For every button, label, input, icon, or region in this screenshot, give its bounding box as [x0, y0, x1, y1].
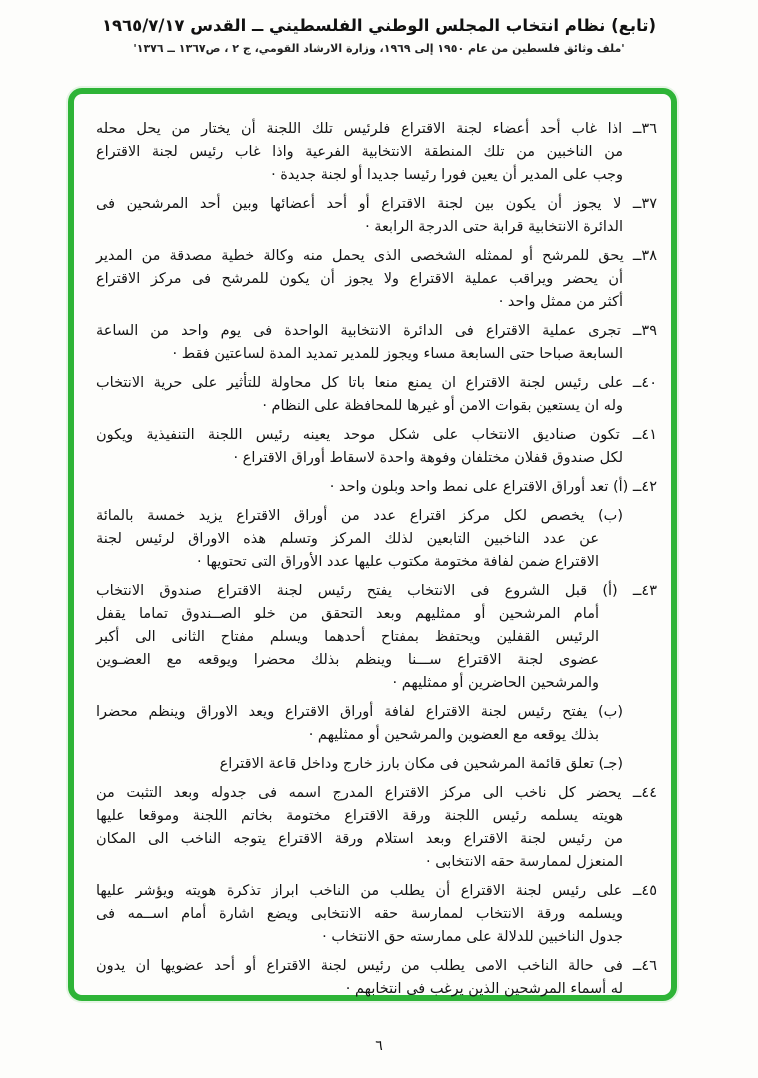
- regulation-paragraph: [96, 118, 657, 187]
- regulation-line: ٣٩ــ تجرى عملية الاقتراع فى الدائرة الانتخابية الواحدة فى يوم واحد من الساعة: [96, 323, 657, 339]
- regulation-paragraph: [96, 193, 657, 239]
- regulation-line: ويسلمه ورقة الانتخاب لممارسة حقه الانتخابى ويضع اشارة أمام اســمه فى: [96, 906, 623, 922]
- regulation-item: [96, 193, 657, 239]
- regulation-line: المنعزل لممارسة حقه الانتخابى ·: [426, 854, 623, 870]
- regulation-paragraph: [96, 245, 657, 314]
- regulation-line: الاقتراع ضمن لفافة مختومة مكتوب عليها عدد الأوراق التى تحتويها ·: [197, 554, 599, 570]
- regulation-item: [96, 476, 657, 574]
- regulation-line: الدائرة الانتخابية قرابة حتى الدرجة الرابعة ·: [365, 219, 623, 235]
- regulation-line: لكل صندوق قفلان مختلفان وفوهة واحدة لاسقاط أوراق الاقتراع ·: [233, 450, 623, 466]
- regulation-item: [96, 372, 657, 418]
- regulation-line: ٣٨ــ يحق للمرشح أو لممثله الشخصى الذى يحمل منه وكالة خطية مصدقة من المدير: [96, 248, 657, 264]
- regulation-line: أمام المرشحين أو ممثليهم وبعد التحقق من خلو الصــندوق تماما يقفل: [96, 606, 599, 622]
- regulation-line: (ب) يفتح رئيس لجنة الاقتراع لفافة أوراق الاقتراع ويعد الاوراق وينظم محضرا: [96, 704, 623, 720]
- regulation-line: هويته يسلمه رئيس اللجنة ورقة الاقتراع مختومة بخاتم اللجنة وموقعا عليها: [96, 808, 623, 824]
- regulation-line: ٤٠ــ على رئيس لجنة الاقتراع ان يمنع منعا باتا كل محاولة للتأثير على حرية الانتخاب: [96, 375, 657, 391]
- regulation-paragraph: [96, 320, 657, 366]
- regulation-paragraph: [96, 880, 657, 949]
- page-header: [0, 16, 758, 55]
- regulation-line: بذلك يوقعه مع العضوين والمرشحين أو ممثليهم ·: [308, 727, 599, 743]
- regulation-line: ٣٦ــ اذا غاب أحد أعضاء لجنة الاقتراع فلرئيس تلك اللجنة أن يختار من يحل محله: [96, 121, 657, 137]
- regulation-line: الرئيس القفلين ويحتفظ بمفتاح أحدهما ويسلم مفتاح الثانى الى أكبر: [96, 629, 599, 645]
- regulation-paragraph: [96, 955, 657, 1001]
- regulation-line: ٤٣ــ (أ) قبل الشروع فى الانتخاب يفتح رئيس لجنة الاقتراع صندوق الانتخاب: [96, 583, 657, 599]
- regulation-line: أن يحضر ويراقب عملية الاقتراع ولا يجوز أن يكون للمرشح فى مركز الاقتراع: [96, 271, 623, 287]
- regulation-line: وجب على المدير أن يعين فورا رئيسا جديدا أو لجنة جديدة ·: [271, 167, 623, 183]
- regulation-subitem: [96, 505, 657, 574]
- regulation-item: [96, 782, 657, 874]
- regulation-subitem: [96, 476, 657, 499]
- page-number: ٦: [375, 1038, 383, 1054]
- regulation-line: أكثر من ممثل واحد ·: [498, 294, 623, 310]
- document-title: (تابع) نظام انتخاب المجلس الوطني الفلسطيني ــ القدس ١٩٦٥/٧/١٧: [101, 16, 657, 35]
- regulation-line: ٤٥ــ على رئيس لجنة الاقتراع أن يطلب من الناخب ابراز تذكرة هويته ويؤشر عليها: [96, 883, 657, 899]
- regulation-item: [96, 320, 657, 366]
- regulation-paragraph: [96, 372, 657, 418]
- regulation-subitem: [96, 753, 657, 776]
- regulation-line: (ب) يخصص لكل مركز اقتراع عدد من أوراق الاقتراع يزيد خمسة بالمائة: [96, 508, 623, 524]
- regulation-line: (جـ) تعلق قائمة المرشحين فى مكان بارز خارج وداخل قاعة الاقتراع: [219, 756, 623, 772]
- regulation-list: [74, 94, 671, 1001]
- regulation-line: من الناخبين من تلك المنطقة الانتخابية الفرعية واذا غاب رئيس لجنة الاقتراع: [96, 144, 623, 160]
- regulation-line: ٤٤ــ يحضر كل ناخب الى مركز الاقتراع المدرج اسمه فى جدوله وبعد التثبت من: [96, 785, 657, 801]
- green-border-frame: [68, 88, 677, 1001]
- regulation-line: جدول الناخبين للدلالة على ممارسته حق الانتخاب ·: [322, 929, 623, 945]
- regulation-line: ٤٦ــ فى حالة الناخب الامى يطلب من رئيس لجنة الاقتراع أو أحد عضويها ان يدون: [96, 958, 657, 974]
- document-source-citation: 'ملف وثائق فلسطين من عام ١٩٥٠ إلى ١٩٦٩، وزارة الارشاد القومي، ج ٢ ، ص١٣٦٧ ــ ١٣٧٦': [133, 42, 625, 55]
- regulation-paragraph: [96, 424, 657, 470]
- regulation-line: ٣٧ــ لا يجوز أن يكون بين لجنة الاقتراع أو أحد أعضائها وبين أحد المرشحين فى: [96, 196, 657, 212]
- regulation-line: السابعة صباحا حتى السابعة مساء ويجوز للمدير تمديد المدة لساعتين فقط ·: [172, 346, 623, 362]
- regulation-subitem: [96, 701, 657, 747]
- regulation-line: ٤٢ــ (أ) تعد أوراق الاقتراع على نمط واحد وبلون واحد ·: [329, 479, 657, 495]
- regulation-line: من رئيس لجنة الاقتراع وبعد استلام ورقة الاقتراع يتوجه الناخب الى المكان: [96, 831, 623, 847]
- regulation-line: عضوى لجنة الاقتراع ســـنا وينظم بذلك محضرا ويوقعه مع العضـوين: [96, 652, 599, 668]
- regulation-line: والمرشحين الحاضرين أو ممثليهم ·: [392, 675, 599, 691]
- regulation-item: [96, 424, 657, 470]
- regulation-line: له أسماء المرشحين الذين يرغب فى انتخابهم ·: [345, 981, 623, 997]
- regulation-line: عن عدد الناخبين التابعين لذلك المركز وتسلم هذه الاوراق لرئيس لجنة: [96, 531, 599, 547]
- regulation-line: وله ان يستعين بقوات الامن أو غيرها للمحافظة على النظام ·: [262, 398, 623, 414]
- regulation-item: [96, 118, 657, 187]
- regulation-item: [96, 245, 657, 314]
- regulation-paragraph: [96, 782, 657, 874]
- regulation-subitem: [96, 580, 657, 695]
- regulation-line: ٤١ــ تكون صناديق الانتخاب على شكل موحد يعينه رئيس اللجنة التنفيذية ويكون: [96, 427, 657, 443]
- regulation-item: [96, 580, 657, 776]
- regulation-item: [96, 880, 657, 949]
- regulation-item: [96, 955, 657, 1001]
